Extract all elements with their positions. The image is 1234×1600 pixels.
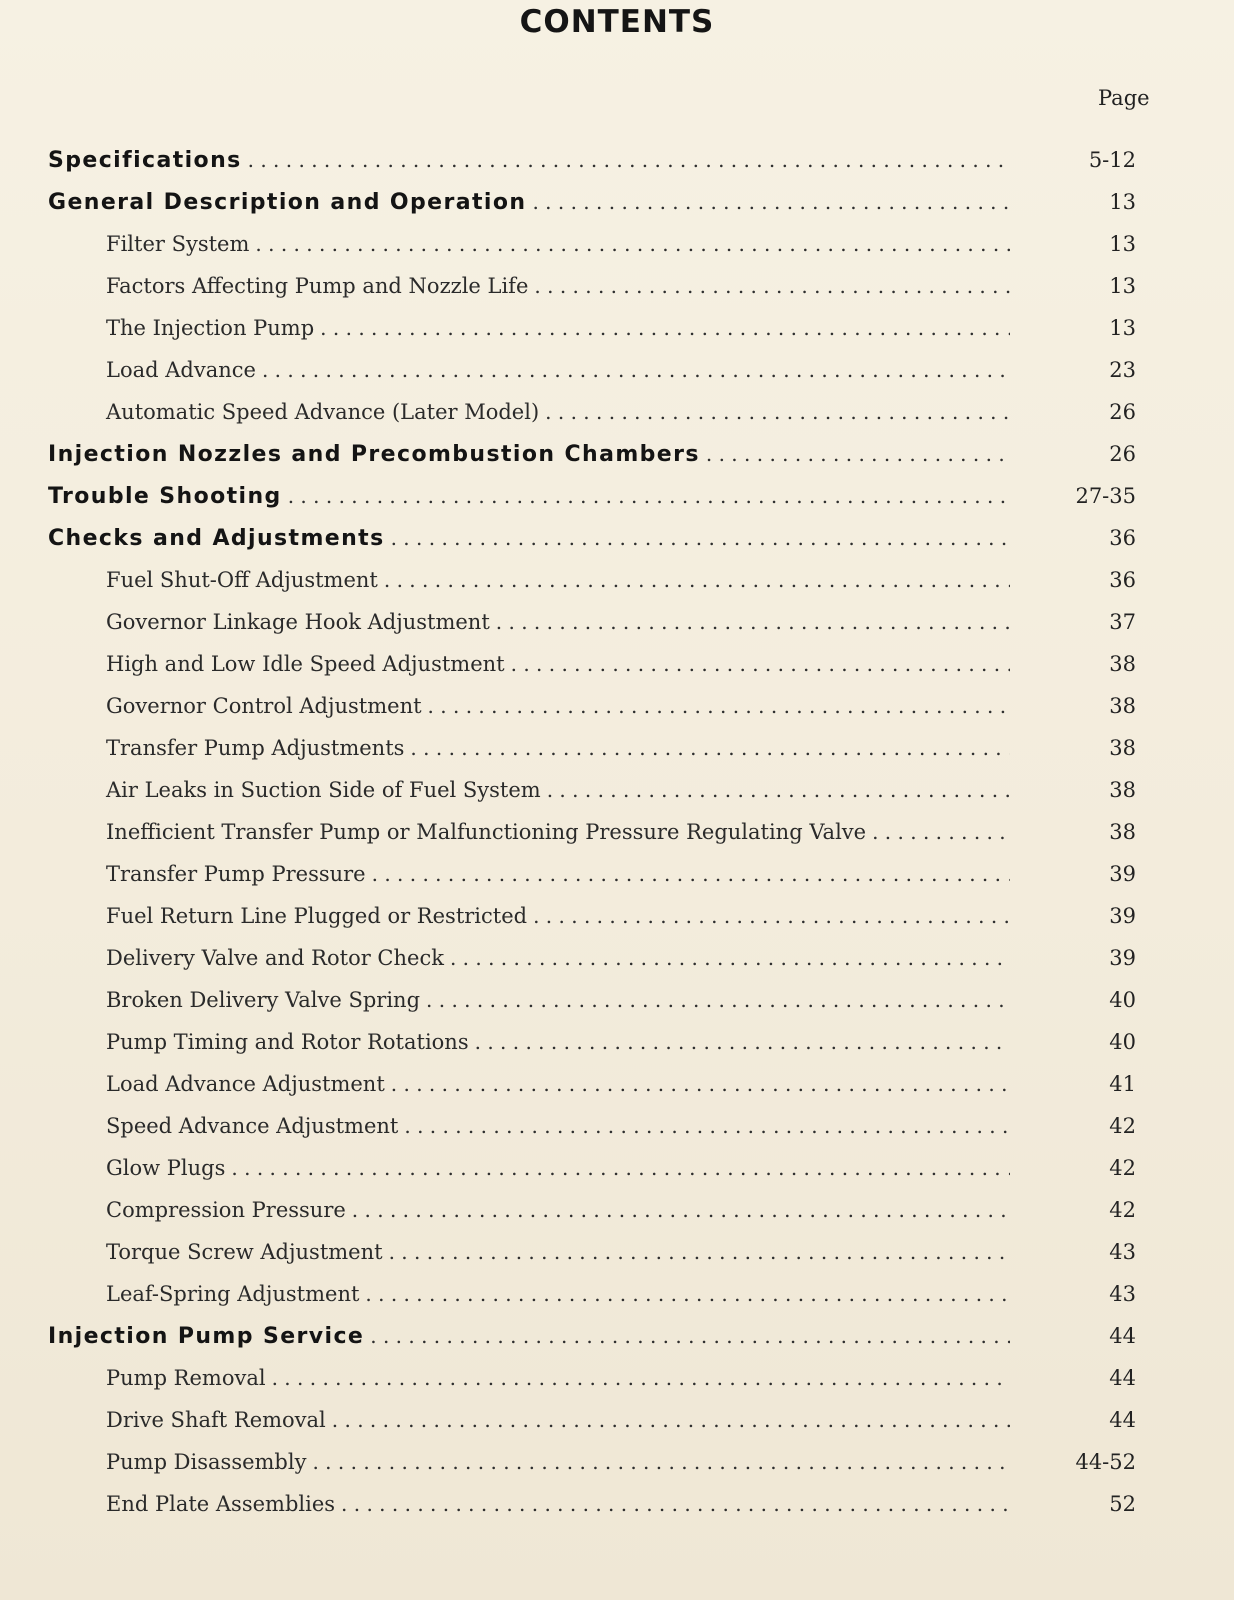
entry-title: Glow Plugs: [106, 1156, 226, 1180]
contents-section-entry: [48, 442, 1136, 484]
dot-leader: [391, 526, 1010, 550]
entry-title: Transfer Pump Adjustments: [106, 736, 405, 760]
contents-subsection-entry: [106, 1408, 1136, 1450]
contents-subsection-entry: [106, 820, 1136, 862]
contents-subsection-entry: [106, 610, 1136, 652]
entry-page-number: 13: [1109, 232, 1136, 256]
entry-title: Compression Pressure: [106, 1198, 346, 1222]
contents-subsection-entry: [106, 274, 1136, 316]
entry-page-number: 38: [1109, 778, 1136, 802]
dot-leader: [341, 1492, 1010, 1516]
entry-page-number: 44: [1109, 1408, 1136, 1432]
entry-page-number: 26: [1109, 400, 1136, 424]
entry-title: Delivery Valve and Rotor Check: [106, 946, 444, 970]
dot-leader: [532, 190, 1010, 214]
dot-leader: [428, 694, 1010, 718]
entry-title: Pump Removal: [106, 1366, 266, 1390]
contents-subsection-entry: [106, 778, 1136, 820]
dot-leader: [288, 484, 1010, 508]
contents-subsection-entry: [106, 568, 1136, 610]
dot-leader: [370, 1324, 1010, 1348]
entry-page-number: 52: [1109, 1492, 1136, 1516]
dot-leader: [248, 148, 1010, 172]
entry-page-number: 38: [1109, 820, 1136, 844]
dot-leader: [231, 1156, 1010, 1180]
dot-leader: [391, 1072, 1010, 1096]
entry-page-number: 42: [1109, 1114, 1136, 1138]
contents-list: [0, 148, 1234, 1534]
contents-section-entry: [48, 526, 1136, 568]
entry-page-number: 40: [1109, 988, 1136, 1012]
entry-page-number: 38: [1109, 694, 1136, 718]
entry-title: Load Advance: [106, 358, 256, 382]
entry-page-number: 13: [1109, 190, 1136, 214]
dot-leader: [534, 274, 1010, 298]
dot-leader: [872, 820, 1010, 844]
dot-leader: [450, 946, 1010, 970]
entry-page-number: 13: [1109, 316, 1136, 340]
contents-subsection-entry: [106, 1450, 1136, 1492]
entry-title: Automatic Speed Advance (Later Model): [106, 400, 540, 424]
entry-page-number: 23: [1109, 358, 1136, 382]
entry-page-number: 39: [1109, 904, 1136, 928]
entry-title: Governor Control Adjustment: [106, 694, 422, 718]
dot-leader: [384, 568, 1010, 592]
contents-subsection-entry: [106, 1072, 1136, 1114]
entry-page-number: 44-52: [1075, 1450, 1136, 1474]
contents-subsection-entry: [106, 1198, 1136, 1240]
entry-title: Specifications: [48, 148, 242, 173]
entry-page-number: 42: [1109, 1156, 1136, 1180]
dot-leader: [255, 232, 1010, 256]
entry-page-number: 36: [1109, 526, 1136, 550]
dot-leader: [511, 652, 1010, 676]
entry-title: Governor Linkage Hook Adjustment: [106, 610, 490, 634]
contents-section-entry: [48, 1324, 1136, 1366]
contents-subsection-entry: [106, 232, 1136, 274]
dot-leader: [545, 400, 1010, 424]
entry-page-number: 41: [1109, 1072, 1136, 1096]
dot-leader: [533, 904, 1010, 928]
dot-leader: [496, 610, 1010, 634]
entry-page-number: 27-35: [1075, 484, 1136, 508]
entry-page-number: 43: [1109, 1282, 1136, 1306]
dot-leader: [332, 1408, 1010, 1432]
entry-page-number: 38: [1109, 736, 1136, 760]
page-column-header: Page: [1098, 86, 1150, 110]
entry-title: Drive Shaft Removal: [106, 1408, 326, 1432]
dot-leader: [706, 442, 1010, 466]
entry-page-number: 44: [1109, 1324, 1136, 1348]
contents-section-entry: [48, 484, 1136, 526]
dot-leader: [475, 1030, 1010, 1054]
entry-title: Torque Screw Adjustment: [106, 1240, 383, 1264]
entry-page-number: 43: [1109, 1240, 1136, 1264]
dot-leader: [320, 316, 1010, 340]
entry-title: Fuel Return Line Plugged or Restricted: [106, 904, 528, 928]
entry-title: Broken Delivery Valve Spring: [106, 988, 421, 1012]
contents-subsection-entry: [106, 988, 1136, 1030]
dot-leader: [389, 1240, 1010, 1264]
contents-subsection-entry: [106, 1030, 1136, 1072]
contents-subsection-entry: [106, 358, 1136, 400]
entry-page-number: 36: [1109, 568, 1136, 592]
contents-subsection-entry: [106, 946, 1136, 988]
contents-subsection-entry: [106, 1114, 1136, 1156]
page-title: CONTENTS: [519, 4, 715, 40]
entry-page-number: 5-12: [1088, 148, 1136, 172]
entry-title: Factors Affecting Pump and Nozzle Life: [106, 274, 529, 298]
dot-leader: [312, 1450, 1010, 1474]
entry-title: The Injection Pump: [106, 316, 315, 340]
entry-page-number: 13: [1109, 274, 1136, 298]
dot-leader: [404, 1114, 1010, 1138]
contents-section-entry: [48, 190, 1136, 232]
entry-page-number: 38: [1109, 652, 1136, 676]
entry-title: Pump Disassembly: [106, 1450, 307, 1474]
dot-leader: [262, 358, 1010, 382]
entry-title: Injection Nozzles and Precombustion Chambers: [48, 442, 700, 467]
entry-title: Fuel Shut-Off Adjustment: [106, 568, 378, 592]
contents-subsection-entry: [106, 1282, 1136, 1324]
entry-title: Speed Advance Adjustment: [106, 1114, 399, 1138]
dot-leader: [547, 778, 1010, 802]
entry-page-number: 39: [1109, 946, 1136, 970]
entry-page-number: 44: [1109, 1366, 1136, 1390]
entry-page-number: 40: [1109, 1030, 1136, 1054]
dot-leader: [365, 1282, 1010, 1306]
contents-subsection-entry: [106, 316, 1136, 358]
contents-subsection-entry: [106, 1492, 1136, 1534]
entry-title: General Description and Operation: [48, 190, 527, 215]
dot-leader: [426, 988, 1010, 1012]
dot-leader: [372, 862, 1010, 886]
contents-subsection-entry: [106, 400, 1136, 442]
entry-title: Leaf-Spring Adjustment: [106, 1282, 360, 1306]
entry-title: Injection Pump Service: [48, 1324, 365, 1349]
dot-leader: [352, 1198, 1010, 1222]
entry-title: Filter System: [106, 232, 250, 256]
contents-subsection-entry: [106, 904, 1136, 946]
contents-subsection-entry: [106, 694, 1136, 736]
contents-subsection-entry: [106, 736, 1136, 778]
entry-title: End Plate Assemblies: [106, 1492, 336, 1516]
entry-title: Trouble Shooting: [48, 484, 282, 509]
entry-page-number: 37: [1109, 610, 1136, 634]
contents-section-entry: [48, 148, 1136, 190]
entry-page-number: 26: [1109, 442, 1136, 466]
dot-leader: [272, 1366, 1010, 1390]
contents-subsection-entry: [106, 862, 1136, 904]
entry-title: Inefficient Transfer Pump or Malfunctioning Pressure Regulating Valve: [106, 820, 867, 844]
entry-title: Transfer Pump Pressure: [106, 862, 366, 886]
entry-title: Air Leaks in Suction Side of Fuel System: [106, 778, 541, 802]
entry-page-number: 42: [1109, 1198, 1136, 1222]
dot-leader: [410, 736, 1010, 760]
contents-subsection-entry: [106, 1240, 1136, 1282]
contents-subsection-entry: [106, 1366, 1136, 1408]
entry-title: Checks and Adjustments: [48, 526, 385, 551]
contents-subsection-entry: [106, 652, 1136, 694]
contents-subsection-entry: [106, 1156, 1136, 1198]
entry-title: Load Advance Adjustment: [106, 1072, 385, 1096]
entry-title: High and Low Idle Speed Adjustment: [106, 652, 505, 676]
entry-title: Pump Timing and Rotor Rotations: [106, 1030, 469, 1054]
entry-page-number: 39: [1109, 862, 1136, 886]
